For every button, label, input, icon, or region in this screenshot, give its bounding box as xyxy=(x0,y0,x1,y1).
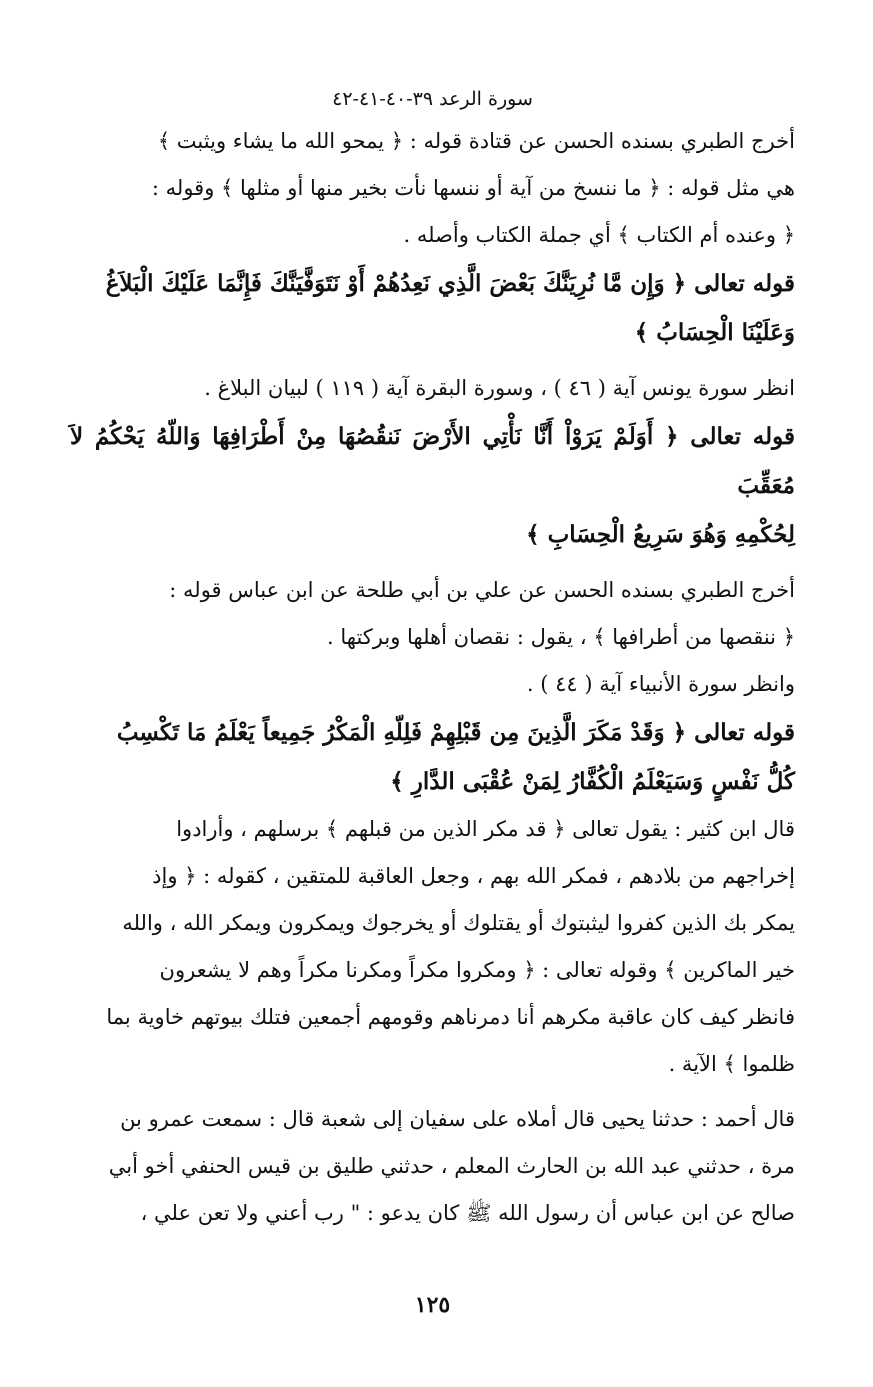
verse-line: وَعَلَيْنَا الْحِسَابُ ﴾ xyxy=(634,319,795,346)
verse-heading xyxy=(70,412,795,559)
text-line: أخرج الطبري بسنده الحسن عن علي بن أبي طلحة عن ابن عباس قوله : xyxy=(169,578,795,602)
text-line: قال أحمد : حدثنا يحيى قال أملاه على سفيان إلى شعبة قال : سمعت عمرو بن xyxy=(120,1107,795,1131)
book-page xyxy=(70,84,795,1344)
text-line: إخراجهم من بلادهم ، فمكر الله بهم ، وجعل العاقبة للمتقين ، كقوله : ﴿ وإذ xyxy=(152,864,795,888)
text-line: هي مثل قوله : ﴿ ما ننسخ من آية أو ننسها نأت بخير منها أو مثلها ﴾ وقوله : xyxy=(151,176,795,200)
text-line: ظلموا ﴾ الآية . xyxy=(668,1052,795,1076)
text-line: فانظر كيف كان عاقبة مكرهم أنا دمرناهم وقومهم أجمعين فتلك بيوتهم خاوية بما xyxy=(106,1005,795,1029)
text-line: صالح عن ابن عباس أن رسول الله ﷺ كان يدعو : " رب أعني ولا تعن علي ، xyxy=(140,1201,795,1225)
commentary-paragraph xyxy=(70,365,795,412)
page-number: ١٢٥ xyxy=(414,1292,451,1318)
text-line: يمكر بك الذين كفروا ليثبتوك أو يقتلوك أو يخرجوك ويمكرون ويمكر الله ، والله xyxy=(122,911,795,935)
text-line: أخرج الطبري بسنده الحسن عن قتادة قوله : ﴿ يمحو الله ما يشاء ويثبت ﴾ xyxy=(157,129,795,153)
commentary-paragraph xyxy=(70,567,795,708)
text-line: خير الماكرين ﴾ وقوله تعالى : ﴿ ومكروا مكراً ومكرنا مكراً وهم لا يشعرون xyxy=(159,958,795,982)
verse-line: قوله تعالى ﴿ وَإِن مَّا نُرِيَنَّكَ بَعْضَ الَّذِي نَعِدُهُمْ أَوْ نَتَوَفَّيَنَّكَ فَإِنَّمَا عَلَيْكَ الْبَلاَغُ xyxy=(105,270,795,297)
commentary-paragraph xyxy=(70,1096,795,1237)
running-header: سورة الرعد ٣٩-٤٠-٤١-٤٢ xyxy=(332,88,533,110)
verse-heading xyxy=(70,708,795,806)
text-line: قال ابن كثير : يقول تعالى ﴿ قد مكر الذين من قبلهم ﴾ برسلهم ، وأرادوا xyxy=(176,817,795,841)
verse-line: قوله تعالى ﴿ أَوَلَمْ يَرَوْاْ أَنَّا نَأْتِي الأَرْضَ نَنقُصُهَا مِنْ أَطْرَافِهَا وَاللّهُ يَحْكُمُ لاَ مُعَقِّبَ xyxy=(70,423,795,499)
text-line: مرة ، حدثني عبد الله بن الحارث المعلم ، حدثني طليق بن قيس الحنفي أخو أبي xyxy=(108,1154,795,1178)
commentary-paragraph xyxy=(70,118,795,259)
commentary-paragraph xyxy=(70,806,795,1088)
verse-heading xyxy=(70,259,795,357)
text-line: ﴿ ننقصها من أطرافها ﴾ ، يقول : نقصان أهلها وبركتها . xyxy=(327,625,795,649)
text-line: وانظر سورة الأنبياء آية ( ٤٤ ) . xyxy=(526,672,795,696)
verse-line: كُلُّ نَفْسٍ وَسَيَعْلَمُ الْكُفَّارُ لِمَنْ عُقْبَى الدَّارِ ﴾ xyxy=(390,768,795,795)
verse-line: لِحُكْمِهِ وَهُوَ سَرِيعُ الْحِسَابِ ﴾ xyxy=(526,521,795,548)
text-line: ﴿ وعنده أم الكتاب ﴾ أي جملة الكتاب وأصله . xyxy=(403,223,795,247)
text-line: انظر سورة يونس آية ( ٤٦ ) ، وسورة البقرة آية ( ١١٩ ) لبيان البلاغ . xyxy=(204,376,795,400)
verse-line: قوله تعالى ﴿ وَقَدْ مَكَرَ الَّذِينَ مِن قَبْلِهِمْ فَلِلّهِ الْمَكْرُ جَمِيعاً يَعْلَمُ مَا تَكْسِبُ xyxy=(116,719,795,746)
